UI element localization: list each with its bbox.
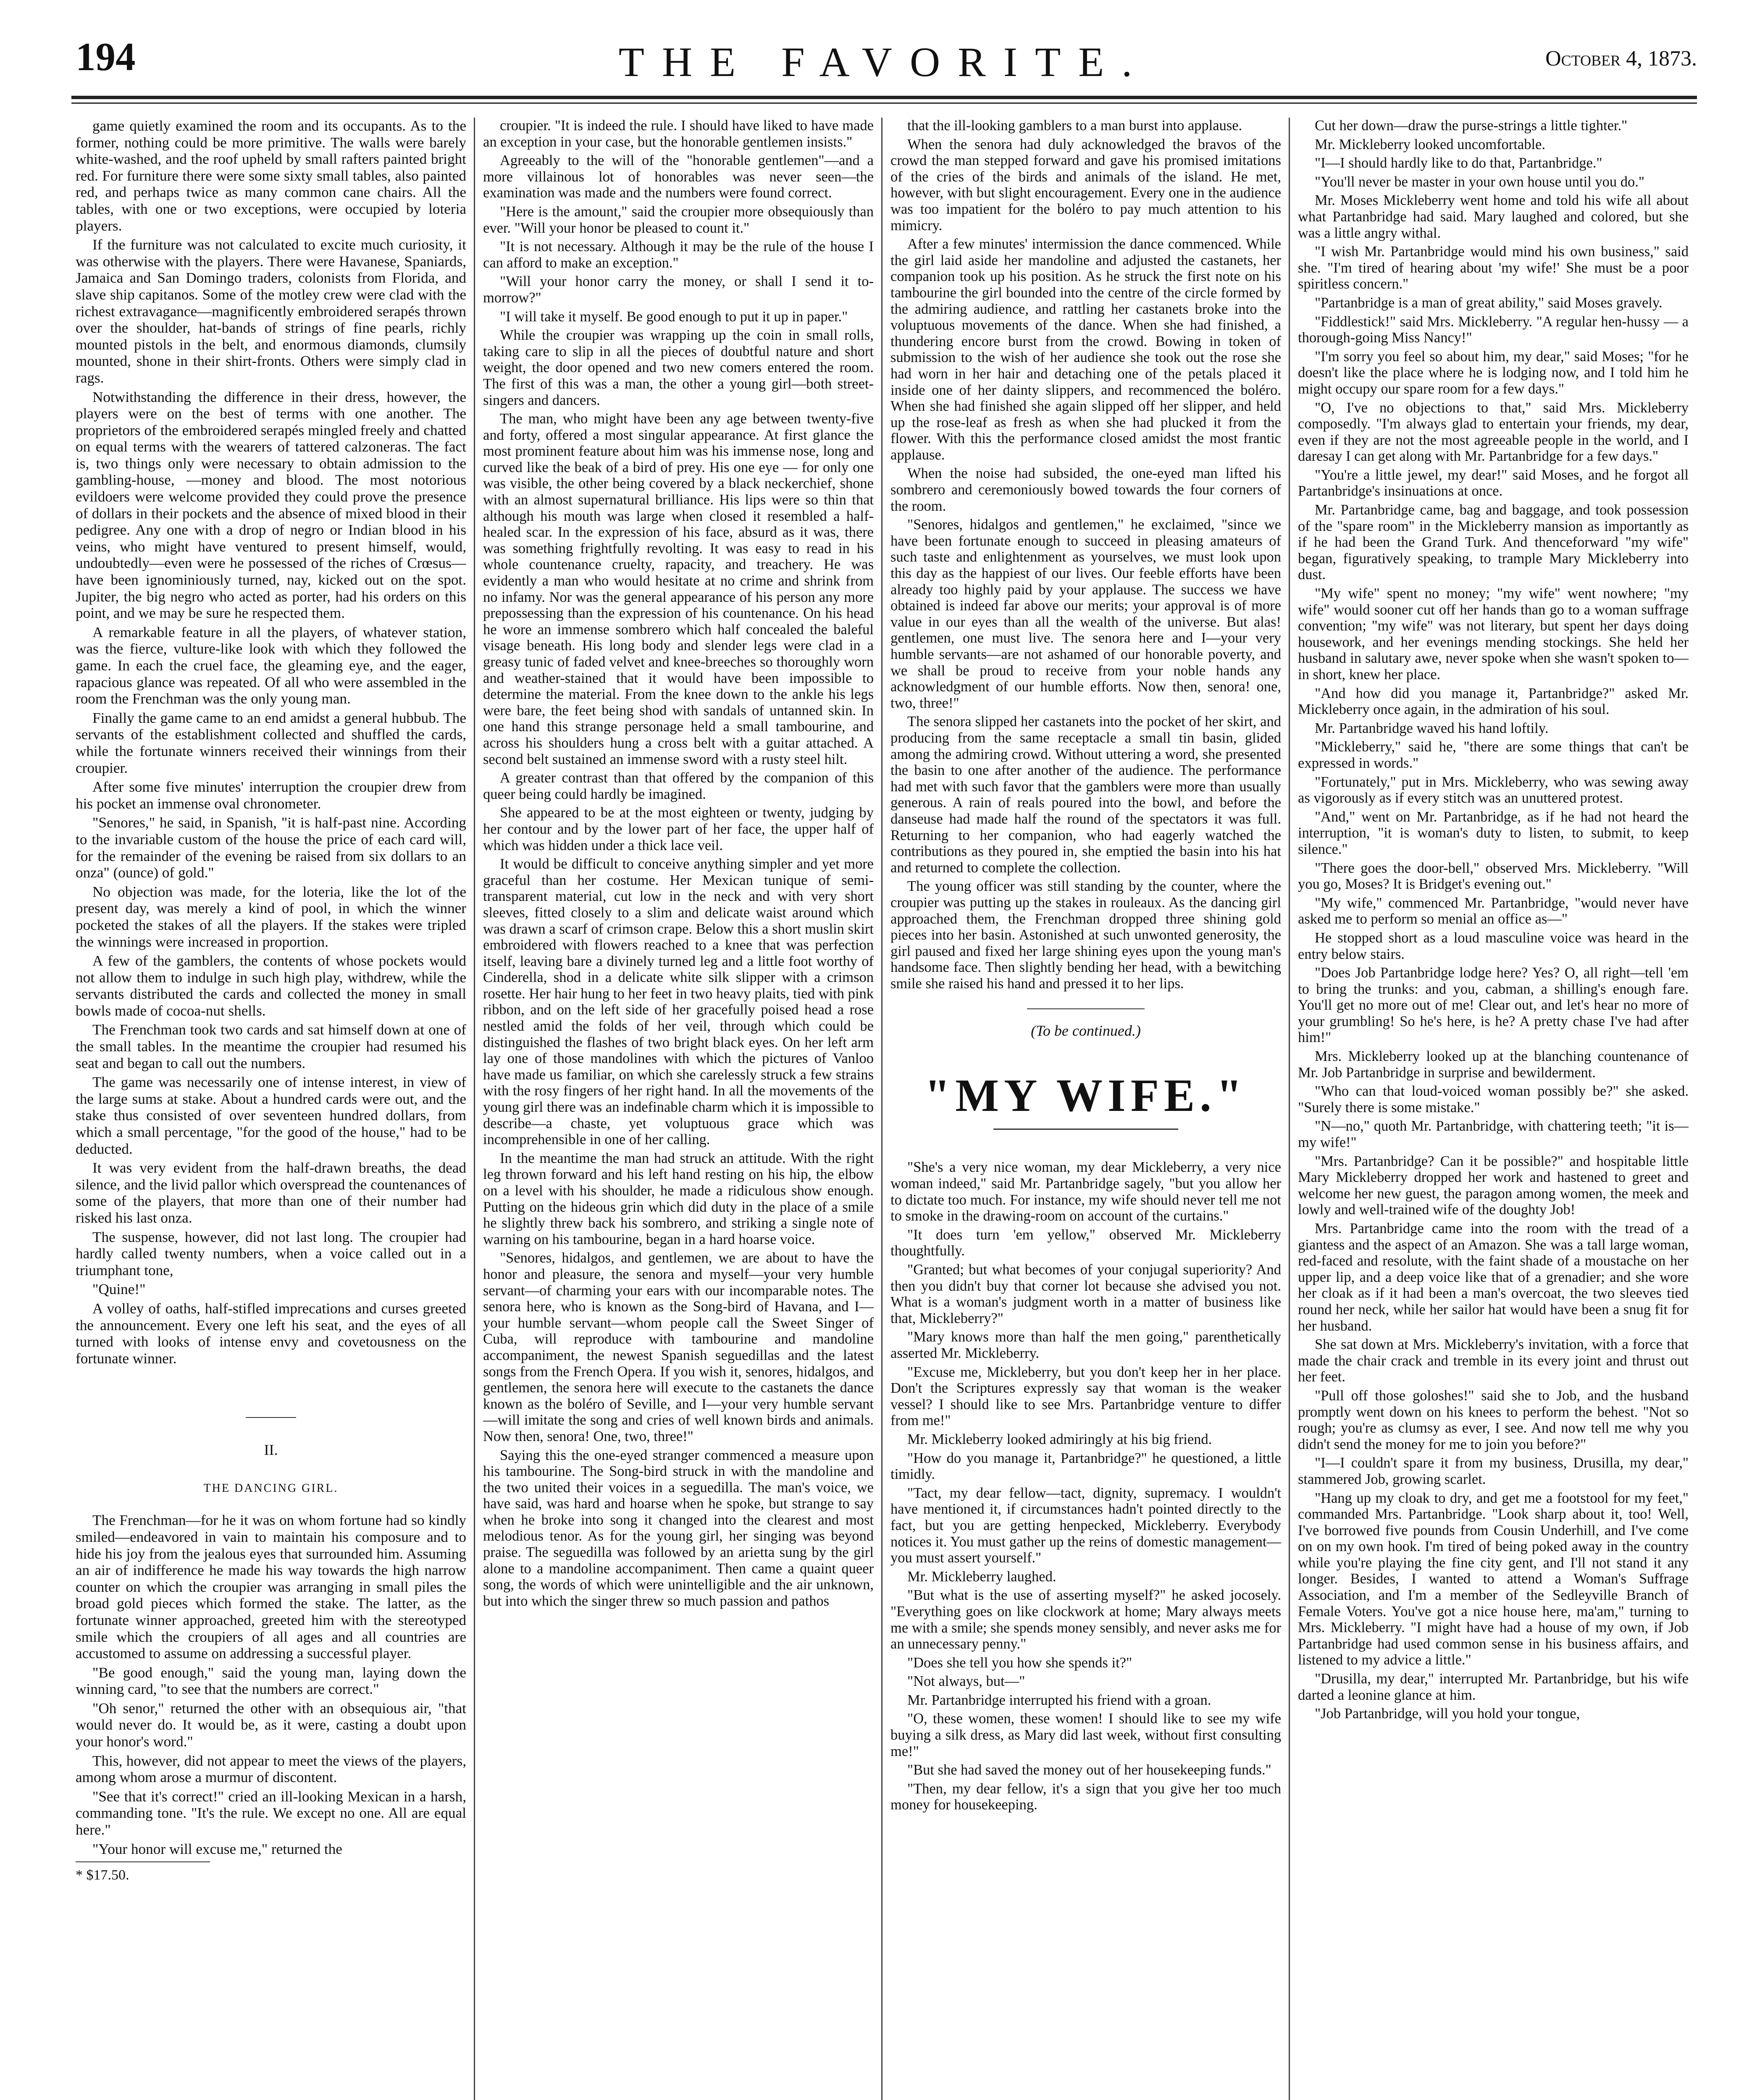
paragraph: The suspense, however, did not last long. The croupier had hardly called twenty numbers, when a voice called out in a triumphant tone, bbox=[76, 1228, 466, 1278]
paragraph: "Your honor will excuse me," returned the bbox=[92, 1840, 342, 1857]
paragraph: The Frenchman—for he it was on whom fortune had so kindly smiled—endeavored in vain to maintain his composure and to hide his joy from the jealous eyes that surrounded him. Assuming an air of indifference he made his way towards the high narrow counter on which the croupier was arranging in small piles the broad gold pieces which formed the stake. The latter, as the fortunate winner approached, greeted him with the stereotyped smile which the croupiers of all ages and all countries are accustomed to assume on addressing a successful player. bbox=[76, 1512, 466, 1662]
column-4 bbox=[1298, 118, 1689, 2100]
paragraph: He stopped short as a loud masculine voice was heard in the entry below stairs. bbox=[1298, 929, 1689, 962]
paragraph: "Mary knows more than half the men going," parenthetically asserted Mr. Mickleberry. bbox=[890, 1329, 1281, 1361]
paragraph: If the furniture was not calculated to excite much curiosity, it was otherwise with the players. There were Havanese, Spaniards, Jamaica and San Domingo traders, colonists from Florida, and slave ship capitanos. Some of the motley crew were clad with the richest extravagance—magnificently embroidered serapés thrown over the shoulder, hat-bands of strings of fine pearls, richly mounted pistols in the belt, and enormous diamonds, clumsily mounted, shone in their shirt-fronts. Others were simply clad in rags. bbox=[76, 236, 466, 386]
column-divider bbox=[474, 118, 475, 2100]
masthead-rule-thin bbox=[71, 102, 1697, 104]
paragraph: Mr. Partanbridge interrupted his friend with a groan. bbox=[907, 1692, 1211, 1708]
paragraph: "Tact, my dear fellow—tact, dignity, supremacy. I wouldn't have mentioned it, if circumstances hadn't pointed directly to the fact, but you are getting henpecked, Mickleberry. Everybody notices it. You must gather up the reins of domestic management—you must assert yourself." bbox=[890, 1485, 1281, 1566]
paragraph: "Mickleberry," said he, "there are some things that can't be expressed in words." bbox=[1298, 739, 1689, 771]
paragraph: Notwithstanding the difference in their dress, however, the players were on the best of terms with one another. The proprietors of the embroidered serapés mingled freely and chatted on equal terms with the wearers of tattered calzoneras. The fact is, two things only were necessary to obtain admission to the gambling-house, —money and blood. The most notorious evildoers were welcome provided they could prove the presence of dollars in their pockets and the absence of mixed blood in their pedigree. Any one with a drop of negro or Indian blood in his veins, who might have ventured to present himself, would, undoubtedly—even were he possessed of the riches of Crœsus—have been ignominiously turned, nay, kicked out on the spot. Jupiter, the big negro who acted as porter, had his orders on this point, and we may be sure he respected them. bbox=[76, 388, 466, 622]
separator-rule bbox=[1027, 1008, 1145, 1009]
paragraph: "Will your honor carry the money, or shall I send it to-morrow?" bbox=[483, 273, 874, 306]
column-divider bbox=[1289, 118, 1290, 2100]
paragraph: "But she had saved the money out of her housekeeping funds." bbox=[907, 1762, 1271, 1778]
paragraph: Mr. Partanbridge waved his hand loftily. bbox=[1315, 720, 1549, 736]
paragraph: "O, these women, these women! I should like to see my wife buying a silk dress, as Mary did last week, without first consulting me!" bbox=[890, 1711, 1281, 1759]
paragraph: The senora slipped her castanets into the pocket of her skirt, and producing from the same receptacle a small tin basin, glided among the admiring crowd. Without uttering a word, she presented the basin to one after another of the audience. The performance had met with such favor that the gamblers were more than usually generous. A rain of reals poured into the bowl, and before the danseuse had made half the round of the spectators it was full. Returning to her companion, who had eagerly watched the contributions as they poured in, she emptied the basin into his hat and returned to complete the collection. bbox=[890, 714, 1281, 876]
paragraph: "N—no," quoth Mr. Partanbridge, with chattering teeth; "it is—my wife!" bbox=[1298, 1118, 1689, 1151]
paragraph: Mr. Moses Mickleberry went home and told his wife all about what Partanbridge had said. Mary laughed and colored, but she was a little angry withal. bbox=[1298, 192, 1689, 241]
paragraph: "See that it's correct!" cried an ill-looking Mexican in a harsh, commanding tone. "It's the rule. We except no one. All are equal here." bbox=[76, 1788, 466, 1838]
paragraph: Mrs. Partanbridge came into the room with the tread of a giantess and the aspect of an Amazon. She was a tall large woman, red-faced and resolute, with the faint shade of a moustache on her upper lip, and a deep voice like that of a grenadier; and she wore her cloak as if it had been a man's overcoat, the two sleeves tied round her neck, while her sailor hat would have been a snug fit for her husband. bbox=[1298, 1221, 1689, 1334]
paragraph: "Partanbridge is a man of great ability," said Moses gravely. bbox=[1315, 294, 1663, 311]
paragraph: "Then, my dear fellow, it's a sign that you give her too much money for housekeeping. bbox=[890, 1780, 1281, 1813]
paragraph: Mrs. Mickleberry looked up at the blanching countenance of Mr. Job Partanbridge in surprise and bewilderment. bbox=[1298, 1048, 1689, 1081]
paragraph: "I—I should hardly like to do that, Partanbridge." bbox=[1315, 155, 1602, 171]
paragraph: "Mrs. Partanbridge? Can it be possible?" and hospitable little Mary Mickleberry dropped her work and hastened to greet and welcome her new guest, the paragon among women, the meek and lowly and well-trained wife of the doughty Job! bbox=[1298, 1153, 1689, 1218]
paragraph: It was very evident from the half-drawn breaths, the dead silence, and the livid pallor which overspread the countenances of some of the players, that more than one of their number had risked his last onza. bbox=[76, 1160, 466, 1226]
column-divider bbox=[881, 118, 883, 2100]
paragraph: It would be difficult to conceive anything simpler and yet more graceful than her costume. Her Mexican tunique of semi-transparent material, cut low in the neck and with very short sleeves, fitted closely to a slim and delicate waist around which was drawn a scarf of crimson crape. Below this a short muslin skirt embroidered with flowers reached to a knee that was perfection itself, leaving bare a divinely turned leg and a little foot worthy of Cinderella, shod in a delicate white silk slipper with a crimson rosette. Her hair hung to her feet in two heavy plaits, tied with pink ribbon, and on the left side of her gracefully poised head a rose nestled amid the folds of her veil, through which could be distinguished the flashes of two bright black eyes. On her left arm lay one of those mandolines with which the pictures of Vanloo have made us familiar, on which she carelessly struck a few strains with the rosy fingers of her right hand. In all the movements of the young girl there was an indefinable charm which it is impossible to describe—a chaste, yet voluptuous grace which was incomprehensible in one of her calling. bbox=[483, 856, 874, 1148]
column-1 bbox=[76, 118, 466, 2100]
paragraph: "Here is the amount," said the croupier more obsequiously than ever. "Will your honor be pleased to count it." bbox=[483, 203, 874, 236]
section-number: II. bbox=[76, 1417, 466, 1459]
paragraph: When the senora had duly acknowledged the bravos of the crowd the man stepped forward and gave his promised imitations of the cries of the birds and animals of the island. He met, however, with but slight encouragement. Every one in the audience was too impatient for the boléro to pay much attention to his mimicry. bbox=[890, 136, 1281, 234]
masthead-rule-thick bbox=[71, 96, 1697, 99]
paragraph: "Senores," he said, in Spanish, "it is half-past nine. According to the invariable custom of the house the price of each card will, for the remainder of the evening be raised from six dollars to an onza" (ounce) of gold." bbox=[76, 814, 466, 881]
paragraph: No objection was made, for the loteria, like the lot of the present day, was merely a kind of pool, in which the winner pocketed the stakes of all the players. If the stakes were tripled the winnings were increased in proportion. bbox=[76, 883, 466, 950]
paragraph: "I—I couldn't spare it from my business, Drusilla, my dear," stammered Job, growing scarlet. bbox=[1298, 1455, 1689, 1487]
column-2 bbox=[483, 118, 874, 2100]
paragraph: "Fortunately," put in Mrs. Mickleberry, who was sewing away as vigorously as if every stitch was an unuttered protest. bbox=[1298, 774, 1689, 806]
paragraph: "And," went on Mr. Partanbridge, as if he had not heard the interruption, "it is woman's duty to listen, to submit, to keep silence." bbox=[1298, 808, 1689, 857]
column-3 bbox=[890, 118, 1281, 2100]
paragraph: Mr. Mickleberry looked uncomfortable. bbox=[1315, 136, 1545, 152]
paragraph: Cut her down—draw the purse-strings a little tighter." bbox=[1315, 118, 1628, 134]
paragraph: "Be good enough," said the young man, laying down the winning card, "to see that the numbers are correct." bbox=[76, 1664, 466, 1698]
paragraph: "How do you manage it, Partanbridge?" he questioned, a little timidly. bbox=[890, 1450, 1281, 1483]
paragraph: When the noise had subsided, the one-eyed man lifted his sombrero and ceremoniously bowed towards the four corners of the room. bbox=[890, 465, 1281, 514]
paragraph: "I will take it myself. Be good enough to put it up in paper." bbox=[500, 308, 848, 325]
paragraph: After some five minutes' interruption the croupier drew from his pocket an immense oval chronometer. bbox=[76, 779, 466, 812]
paragraph: A volley of oaths, half-stifled imprecations and curses greeted the announcement. Every one left his seat, and the eyes of all turned with looks of intense envy and covetousness on the fortunate winner. bbox=[76, 1300, 466, 1367]
paragraph: Finally the game came to an end amidst a general hubbub. The servants of the establishment collected and shuffled the cards, while the fortunate winners received their winnings from their croupier. bbox=[76, 709, 466, 776]
paragraph: "Hang up my cloak to dry, and get me a footstool for my feet," commanded Mrs. Partanbridge. "Look sharp about it, too! Well, I've borrowed five pounds from Cousin Underhill, and I've come on on my own hook. I'm tired of being poked away in the country while you're playing the fine city gent, and I'll not stand it any longer. Besides, I wanted to attend a Woman's Suffrage Association, and I'm a member of the Sedleyville Branch of Female Voters. You've got a nice house here, ma'am," turning to Mrs. Mickleberry. "I might have had a house of my own, if Job Partanbridge had used common sense in his business affairs, and listened to my advice a little." bbox=[1298, 1490, 1689, 1668]
paragraph: Agreeably to the will of the "honorable gentlemen"—and a more villainous lot of honorables was never seen—the examination was made and the numbers were found correct. bbox=[483, 152, 874, 201]
paragraph: "Quine!" bbox=[92, 1281, 146, 1298]
paragraph: "Does Job Partanbridge lodge here? Yes? O, all right—tell 'em to bring the trunks: and you, cabman, a shilling's enough fare. You'll get no more out of me! Clear out, and let's hear no more of your grumbling! So he's here, is he? A pretty chase I've had after him!" bbox=[1298, 965, 1689, 1046]
paragraph: "You're a little jewel, my dear!" said Moses, and he forgot all Partanbridge's insinuations at once. bbox=[1298, 467, 1689, 499]
footnote: * $17.50. bbox=[76, 1861, 210, 1883]
paragraph: "My wife" spent no money; "my wife" went nowhere; "my wife" would sooner cut off her hands than go to a woman suffrage convention; "my wife" was not literary, but spent her days doing housework, and her evenings mending stockings. She held her husband in salutary awe, never spoke when she wasn't spoken to—in short, knew her place. bbox=[1298, 585, 1689, 682]
paper-title: THE FAVORITE. bbox=[618, 39, 1150, 85]
paragraph: "Fiddlestick!" said Mrs. Mickleberry. "A regular hen-hussy — a thorough-going Miss Nancy!" bbox=[1298, 313, 1689, 346]
paragraph: Mr. Mickleberry looked admiringly at his big friend. bbox=[907, 1431, 1212, 1447]
paragraph: A remarkable feature in all the players, of whatever station, was the fierce, vulture-like look with which they followed the game. In each the cruel face, the gleaming eye, and the eager, rapacious glance was repeated. Of all who were assembled in the room the Frenchman was the only young man. bbox=[76, 624, 466, 707]
paragraph: croupier. "It is indeed the rule. I should have liked to have made an exception in your case, but the honorable gentlemen insists." bbox=[483, 118, 874, 150]
paragraph: "I'm sorry you feel so about him, my dear," said Moses; "for he doesn't like the place where he is lodging now, and I told him he might occupy our spare room for a few days." bbox=[1298, 348, 1689, 397]
paragraph: "And how did you manage it, Partanbridge?" asked Mr. Mickleberry once again, in the admiration of his soul. bbox=[1298, 685, 1689, 718]
paragraph: Saying this the one-eyed stranger commenced a measure upon his tambourine. The Song-bird struck in with the mandoline and the two united their voices in a seguedilla. The man's voice, we have said, was hard and hoarse when he spoke, but strange to say when he broke into song it changed into the clearest and most melodious tenor. As for the young girl, her singing was beyond praise. The seguedilla was followed by an arietta sung by the girl alone to a mandoline accompaniment. Then came a quaint queer song, the words of which were unintelligible and the air unknown, but into which the singer threw so much passion and pathos bbox=[483, 1447, 874, 1609]
masthead bbox=[71, 25, 1697, 92]
paragraph: The man, who might have been any age between twenty-five and forty, offered a most singular appearance. At first glance the most prominent feature about him was his immense nose, long and curved like the beak of a bird of prey. His one eye — for only one was visible, the other being covered by a black neckerchief, shone with an almost supernatural brilliance. His lips were so thin that although his mouth was large when closed it resembled a half-healed scar. In the expression of his face, absurd as it was, there was something frightfully revolting. It was easy to read in his whole countenance cruelty, rapacity, and treachery. He was evidently a man who would hesitate at no crime and shrink from no infamy. Nor was the general appearance of his person any more prepossessing than the expression of his countenance. On his head he wore an immense sombrero which half concealed the baleful visage beneath. His long body and slender legs were clad in a greasy tunic of faded velvet and knee-breeches so thoroughly worn and weather-stained that it would have been impossible to determine the material. From the knee down to the ankle his legs were bare, the feet being shod with sandals of untanned skin. In one hand this strange personage held a small tambourine, and across his shoulders hung a cross belt with a guitar attached. A second belt sustained an immense sword with a rusty steel hilt. bbox=[483, 411, 874, 767]
paragraph: "Not always, but—" bbox=[907, 1673, 1025, 1690]
paragraph: "But what is the use of asserting myself?" he asked jocosely. "Everything goes on like clockwork at home; Mary always meets me with a smile; she spends money sensibly, and never asks me for an unnecessary penny." bbox=[890, 1587, 1281, 1652]
paragraph: The Frenchman took two cards and sat himself down at one of the small tables. In the meantime the croupier had resumed his seat and began to call out the numbers. bbox=[76, 1021, 466, 1071]
paragraph: Mr. Partanbridge came, bag and baggage, and took possession of the "spare room" in the Mickleberry mansion as importantly as if he had been the Grand Turk. And thenceforward "my wife" began, figuratively speaking, to trample Mary Mickleberry into dust. bbox=[1298, 502, 1689, 583]
story-title: "MY WIFE." bbox=[925, 1070, 1247, 1121]
paragraph: She sat down at Mrs. Mickleberry's invitation, with a force that made the chair crack and tremble in its every joint and thrust out her feet. bbox=[1298, 1336, 1689, 1385]
title-rule bbox=[993, 1129, 1178, 1130]
section-heading: THE DANCING GIRL. bbox=[203, 1482, 339, 1495]
paragraph: "Drusilla, my dear," interrupted Mr. Partanbridge, but his wife darted a leonine glance at him. bbox=[1298, 1671, 1689, 1703]
paragraph: "O, I've no objections to that," said Mrs. Mickleberry composedly. "I'm always glad to entertain your friends, my dear, even if they are not the most agreeable people in the world, and I daresay I can get along with Mr. Partanbridge for a few days." bbox=[1298, 399, 1689, 465]
paragraph: "Does she tell you how she spends it?" bbox=[907, 1654, 1132, 1671]
paragraph: "Granted; but what becomes of your conjugal superiority? And then you didn't buy that corner lot because she advised you not. What is a woman's judgment worth in a matter of business like that, Mickleberry?" bbox=[890, 1262, 1281, 1326]
paragraph: "My wife," commenced Mr. Partanbridge, "would never have asked me to perform so menial an office as—" bbox=[1298, 895, 1689, 927]
paragraph: She appeared to be at the most eighteen or twenty, judging by her contour and by the lower part of her face, the upper half of which was hidden under a thick lace veil. bbox=[483, 805, 874, 853]
paragraph: "Job Partanbridge, will you hold your tongue, bbox=[1315, 1706, 1580, 1722]
paragraph: The young officer was still standing by the counter, where the croupier was putting up the stakes in rouleaux. As the dancing girl approached them, the Frenchman dropped three shining gold pieces into her basin. Astonished at such unwonted generosity, the girl paused and fixed her large shining eyes upon the young man's handsome face. Then slightly bending her head, with a bewitching smile she raised his hand and pressed it to her lips. bbox=[890, 878, 1281, 992]
paragraph: "Oh senor," returned the other with an obsequious air, "that would never do. It would be, as it were, casting a doubt upon your honor's word." bbox=[76, 1700, 466, 1750]
paragraph: "Excuse me, Mickleberry, but you don't keep her in her place. Don't the Scriptures expressly say that woman is the weaker vessel? I should like to see Mrs. Partanbridge venture to differ from me!" bbox=[890, 1364, 1281, 1429]
paragraph: A greater contrast than that offered by the companion of this queer being could hardly be imagined. bbox=[483, 770, 874, 802]
paragraph: "Who can that loud-voiced woman possibly be?" she asked. "Surely there is some mistake." bbox=[1298, 1083, 1689, 1116]
issue-date: October 4, 1873. bbox=[1545, 47, 1697, 71]
paragraph: In the meantime the man had struck an attitude. With the right leg thrown forward and his left hand resting on his hip, the elbow on a level with his shoulder, he made a ridiculous show enough. Putting on the hideous grin which did duty in the place of a smile he slightly threw back his sombrero, and striking a single note of warning on his tambourine, began in a hard hoarse voice. bbox=[483, 1150, 874, 1247]
newspaper-page bbox=[71, 25, 1697, 2100]
paragraph: "It is not necessary. Although it may be the rule of the house I can afford to make an exception." bbox=[483, 239, 874, 271]
paragraph: "Senores, hidalgos and gentlemen," he exclaimed, "since we have been fortunate enough to succeed in pleasing amateurs of such taste and enlightenment as yourselves, we must look upon this day as the happiest of our lives. Our feeble efforts have been already too highly paid by your applause. The success we have obtained is indeed far above our merits; your approval is of more value in our eyes than all the wealth of the universe. But alas! gentlemen, one must live. The senora here and I—your very humble servants—are not ashamed of our honorable poverty, and we shall be proud to receive from your noble hands any acknowledgment of our humble efforts. Now then, senora! one, two, three!" bbox=[890, 517, 1281, 711]
paragraph: that the ill-looking gamblers to a man burst into applause. bbox=[907, 118, 1242, 134]
paragraph: "Pull off those goloshes!" said she to Job, and the husband promptly went down on his knees to perform the behest. "Not so rough; you're as clumsy as ever, I see. And now tell me why you didn't send the money for me to join you before?" bbox=[1298, 1387, 1689, 1452]
paragraph: The game was necessarily one of intense interest, in view of the large sums at stake. About a hundred cards were out, and the stake thus consisted of over seventeen hundred dollars, from which a small percentage, "for the good of the house," had to be deducted. bbox=[76, 1074, 466, 1157]
paragraph: game quietly examined the room and its occupants. As to the former, nothing could be more primitive. The walls were barely white-washed, and the roof upheld by small rafters painted bright red. For furniture there were some sixty small tables, also painted red, and perhaps twice as many common cane chairs. All the tables, with one or two exceptions, were occupied by loteria players. bbox=[76, 118, 466, 234]
paragraph: "There goes the door-bell," observed Mrs. Mickleberry. "Will you go, Moses? It is Bridget's evening out." bbox=[1298, 860, 1689, 892]
paragraph: "You'll never be master in your own house until you do." bbox=[1315, 173, 1645, 190]
paragraph: This, however, did not appear to meet the views of the players, among whom arose a murmur of discontent. bbox=[76, 1752, 466, 1786]
paragraph: "I wish Mr. Partanbridge would mind his own business," said she. "I'm tired of hearing about 'my wife!' She must be a poor spiritless concern." bbox=[1298, 244, 1689, 292]
paragraph: A few of the gamblers, the contents of whose pockets would not allow them to indulge in such high play, withdrew, while the servants distributed the cards and collected the money in small bowls made of cocoa-nut shells. bbox=[76, 953, 466, 1019]
to-be-continued: (To be continued.) bbox=[1031, 1022, 1141, 1040]
paragraph: "It does turn 'em yellow," observed Mr. Mickleberry thoughtfully. bbox=[890, 1226, 1281, 1259]
paragraph: While the croupier was wrapping up the coin in small rolls, taking care to slip in all the pieces of doubtful nature and short weight, the door opened and two new comers entered the room. The first of this was a man, the other a young girl—both street-singers and dancers. bbox=[483, 327, 874, 408]
paragraph: "She's a very nice woman, my dear Mickleberry, a very nice woman indeed," said Mr. Partanbridge sagely, "but you allow her to dictate too much. For instance, my wife should never tell me not to smoke in the drawing-room on account of the curtains." bbox=[890, 1159, 1281, 1224]
page-number: 194 bbox=[76, 34, 136, 79]
paragraph: Mr. Mickleberry laughed. bbox=[907, 1568, 1056, 1585]
paragraph: "Senores, hidalgos, and gentlemen, we are about to have the honor and pleasure, the senora and myself—your very humble servant—of charming your ears with our incomparable notes. The senora here, who is known as the Song-bird of Havana, and I—your humble servant—whom people call the Sweet Singer of Cuba, will reproduce with tambourine and mandoline accompaniment, the newest Spanish seguedillas and the latest songs from the French Opera. If you wish it, senores, hidalgos, and gentlemen, the senora here will execute to the castanets the dance known as the boléro of Seville, and I—your very humble servant—will imitate the song and cries of well known birds and animals. Now then, senora! One, two, three!" bbox=[483, 1250, 874, 1444]
paragraph: After a few minutes' intermission the dance commenced. While the girl laid aside her mandoline and adjusted the castanets, her companion took up his position. As he struck the first note on his tambourine the girl bounded into the centre of the circle formed by the admiring audience, and rattling her castanets broke into the voluptuous movements of the dance. When she had finished, a thundering encore burst from the crowd. Bowing in token of submission to the wish of her audience she took out the rose she had worn in her hair and detaching one of the petals placed it inside one of her dainty slippers, and recommenced the boléro. When she had finished she again slipped off her slipper, and held up the rose-leaf as fresh as when she had plucked it from the flower. With this the performance closed amidst the most frantic applause. bbox=[890, 236, 1281, 463]
